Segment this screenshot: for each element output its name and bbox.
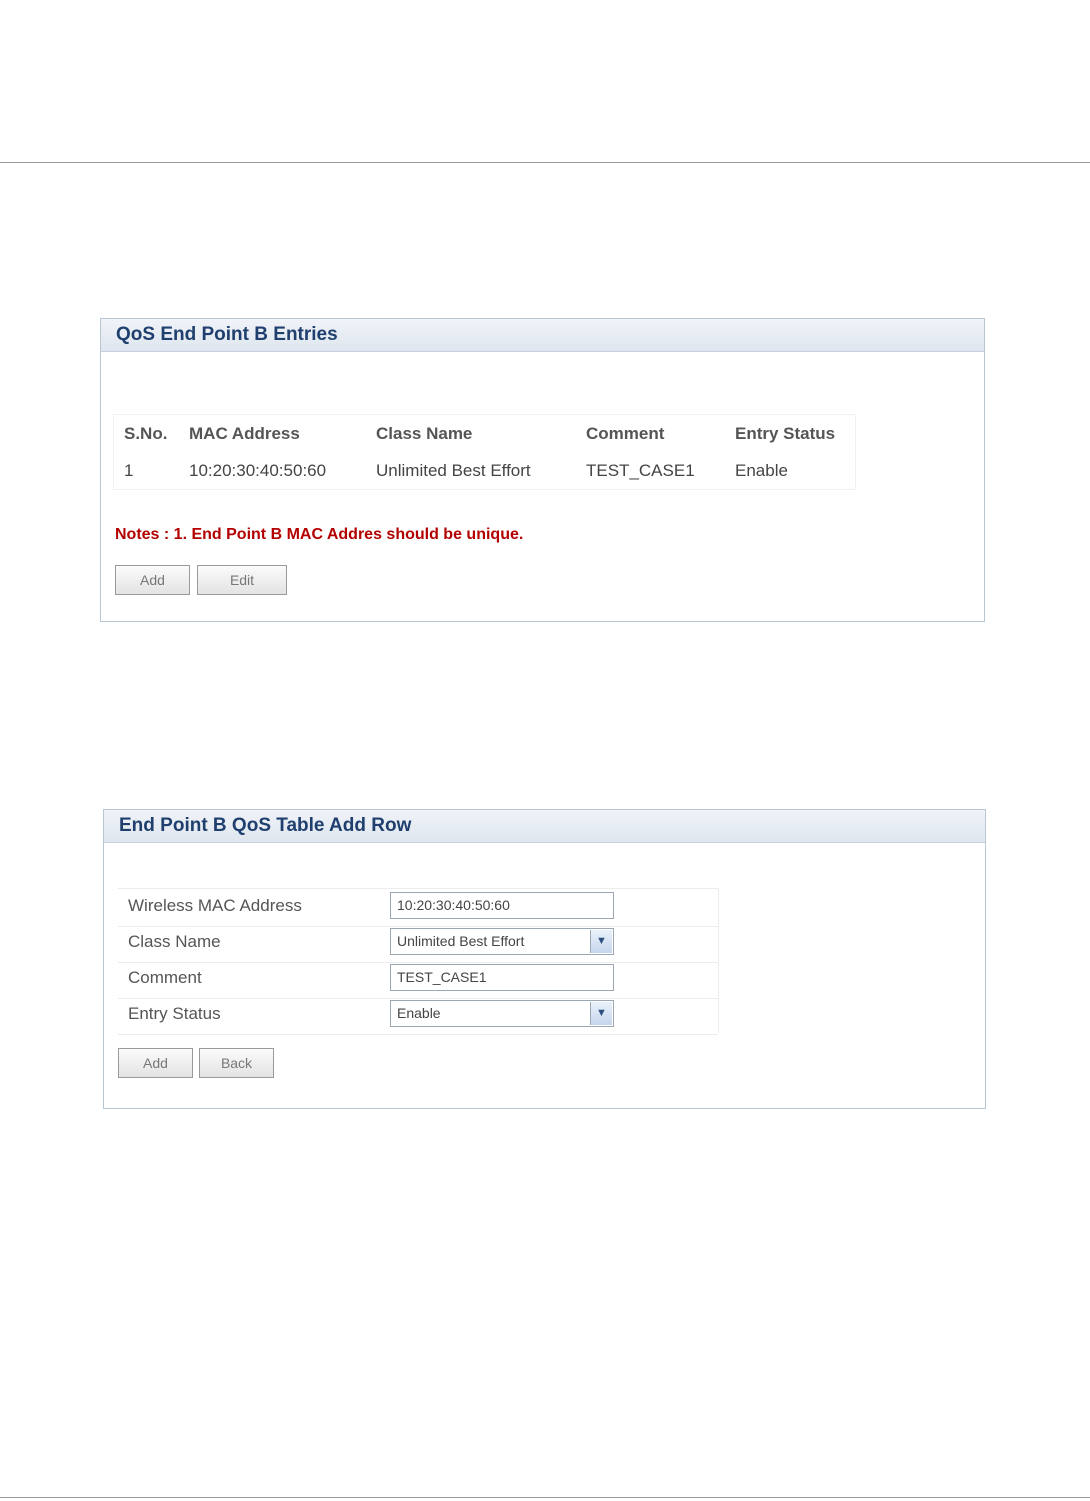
footer-divider xyxy=(0,1497,1090,1498)
chevron-down-icon[interactable]: ▼ xyxy=(590,1002,612,1025)
class-name-label: Class Name xyxy=(128,932,221,951)
cell-status: Enable xyxy=(735,461,788,480)
qos-entries-panel xyxy=(100,318,985,622)
column-header-status: Entry Status xyxy=(735,424,836,443)
column-header-mac: MAC Address xyxy=(189,424,300,443)
cell-sno: 1 xyxy=(124,461,134,480)
comment-input[interactable]: TEST_CASE1 xyxy=(390,964,614,991)
add-row-panel xyxy=(103,809,986,1109)
entry-status-label: Entry Status xyxy=(128,1004,221,1023)
form-row-class xyxy=(118,926,718,963)
cell-mac: 10:20:30:40:50:60 xyxy=(189,461,327,480)
form-row-status xyxy=(118,998,718,1035)
back-button[interactable]: Back xyxy=(199,1048,274,1078)
panel-title: QoS End Point B Entries xyxy=(101,319,984,352)
mac-address-input[interactable]: 10:20:30:40:50:60 xyxy=(390,892,614,919)
cell-comment: TEST_CASE1 xyxy=(586,461,695,480)
class-name-selected-value: Unlimited Best Effort xyxy=(397,933,525,949)
column-header-class: Class Name xyxy=(376,424,473,443)
table-row[interactable] xyxy=(114,453,856,490)
panel-title: End Point B QoS Table Add Row xyxy=(104,810,985,843)
comment-label: Comment xyxy=(128,968,202,987)
column-header-comment: Comment xyxy=(586,424,665,443)
cell-class: Unlimited Best Effort xyxy=(376,461,531,480)
add-button[interactable]: Add xyxy=(115,565,190,595)
edit-button[interactable]: Edit xyxy=(197,565,287,595)
class-name-select[interactable] xyxy=(390,928,614,955)
add-button[interactable]: Add xyxy=(118,1048,193,1078)
entry-status-select[interactable] xyxy=(390,1000,614,1027)
form-row-mac xyxy=(118,890,718,927)
mac-label: Wireless MAC Address xyxy=(128,896,302,915)
column-header-sno: S.No. xyxy=(124,424,168,443)
table-header-row xyxy=(114,415,856,454)
form-row-comment xyxy=(118,962,718,999)
entries-table xyxy=(113,414,856,490)
entry-status-selected-value: Enable xyxy=(397,1005,441,1021)
chevron-down-icon[interactable]: ▼ xyxy=(590,930,612,953)
notes-text: Notes : 1. End Point B MAC Addres should be unique. xyxy=(115,526,524,543)
header-divider xyxy=(0,162,1090,163)
